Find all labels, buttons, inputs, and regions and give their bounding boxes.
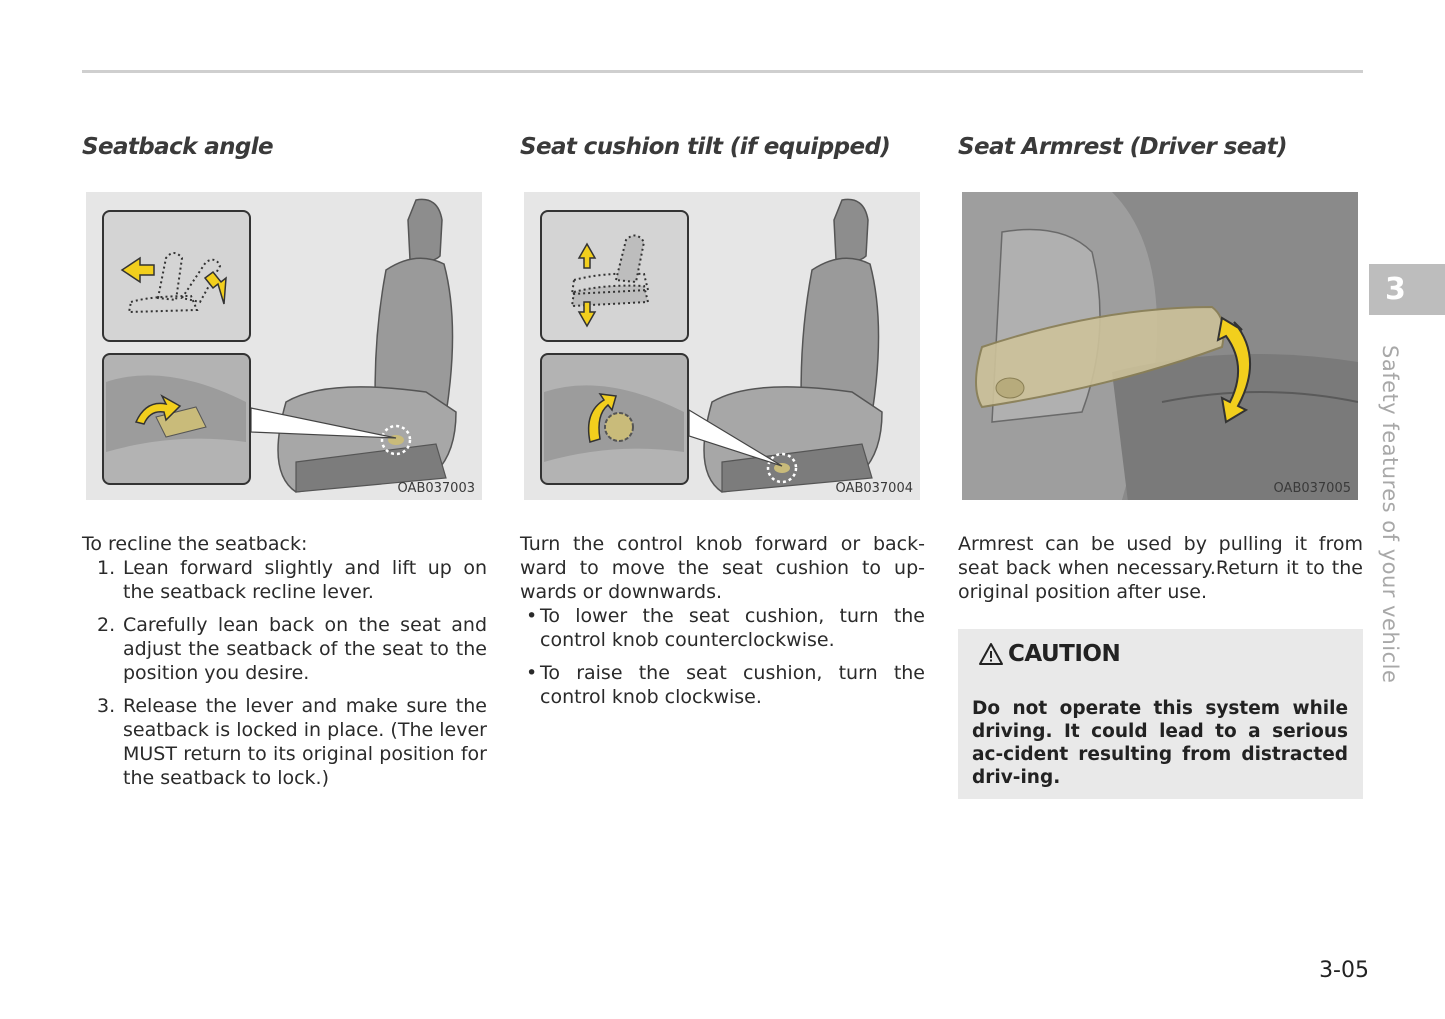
step-number: 3. xyxy=(97,695,116,717)
steps-list xyxy=(82,556,487,790)
figure-seatback-angle xyxy=(86,192,482,500)
intro-text: To recline the seatback: xyxy=(82,533,308,555)
section-body xyxy=(520,532,925,718)
bullet-list xyxy=(520,604,925,709)
step-text: Carefully lean back on the seat and adjust the seatback of the seat to the position you desire. xyxy=(123,614,487,684)
bullet-mark: • xyxy=(526,605,538,627)
seat-tilt-illustration xyxy=(524,192,920,500)
figure-seat-armrest xyxy=(962,192,1358,500)
list-item xyxy=(520,661,925,709)
section-heading: Seat Armrest (Driver seat) xyxy=(958,134,1287,160)
step-number: 2. xyxy=(97,614,116,636)
list-item xyxy=(82,613,487,685)
list-item xyxy=(82,556,487,604)
armrest-illustration xyxy=(962,192,1358,500)
step-number: 1. xyxy=(97,557,116,579)
section-body xyxy=(958,532,1363,604)
page-number: 3-05 xyxy=(1319,958,1369,983)
section-body xyxy=(82,532,487,799)
list-item xyxy=(520,604,925,652)
intro-text: Armrest can be used by pulling it from seat back when necessary.Return it to the original position after use. xyxy=(958,533,1363,603)
list-item xyxy=(82,694,487,790)
figure-seat-cushion-tilt xyxy=(524,192,920,500)
figure-code: OAB037005 xyxy=(1273,481,1351,496)
figure-code: OAB037003 xyxy=(397,481,475,496)
bullet-mark: • xyxy=(526,662,538,684)
top-rule xyxy=(82,70,1363,73)
caution-label: CAUTION xyxy=(1008,641,1121,667)
chapter-title: Safety features of your vehicle xyxy=(1378,345,1402,684)
section-heading: Seatback angle xyxy=(82,134,274,160)
intro-text: Turn the control knob forward or back-ward to move the seat cushion to up-wards or downwards. xyxy=(520,533,925,603)
bullet-text: To lower the seat cushion, turn the control knob counterclockwise. xyxy=(540,605,925,651)
figure-code: OAB037004 xyxy=(835,481,913,496)
caution-text: Do not operate this system while driving. It could lead to a serious ac-cident resulting from distracted driv-ing. xyxy=(972,698,1348,788)
warning-triangle-icon xyxy=(978,642,1004,666)
caution-box xyxy=(958,629,1363,799)
chapter-tab: 3 xyxy=(1369,264,1445,315)
section-heading: Seat cushion tilt (if equipped) xyxy=(520,134,891,160)
caution-title xyxy=(978,641,1120,667)
step-text: Lean forward slightly and lift up on the seatback recline lever. xyxy=(123,557,487,603)
step-text: Release the lever and make sure the seatback is locked in place. (The lever MUST return to its original position for the seatback to lock.) xyxy=(123,695,487,789)
seat-recline-illustration xyxy=(86,192,482,500)
bullet-text: To raise the seat cushion, turn the control knob clockwise. xyxy=(540,662,925,708)
